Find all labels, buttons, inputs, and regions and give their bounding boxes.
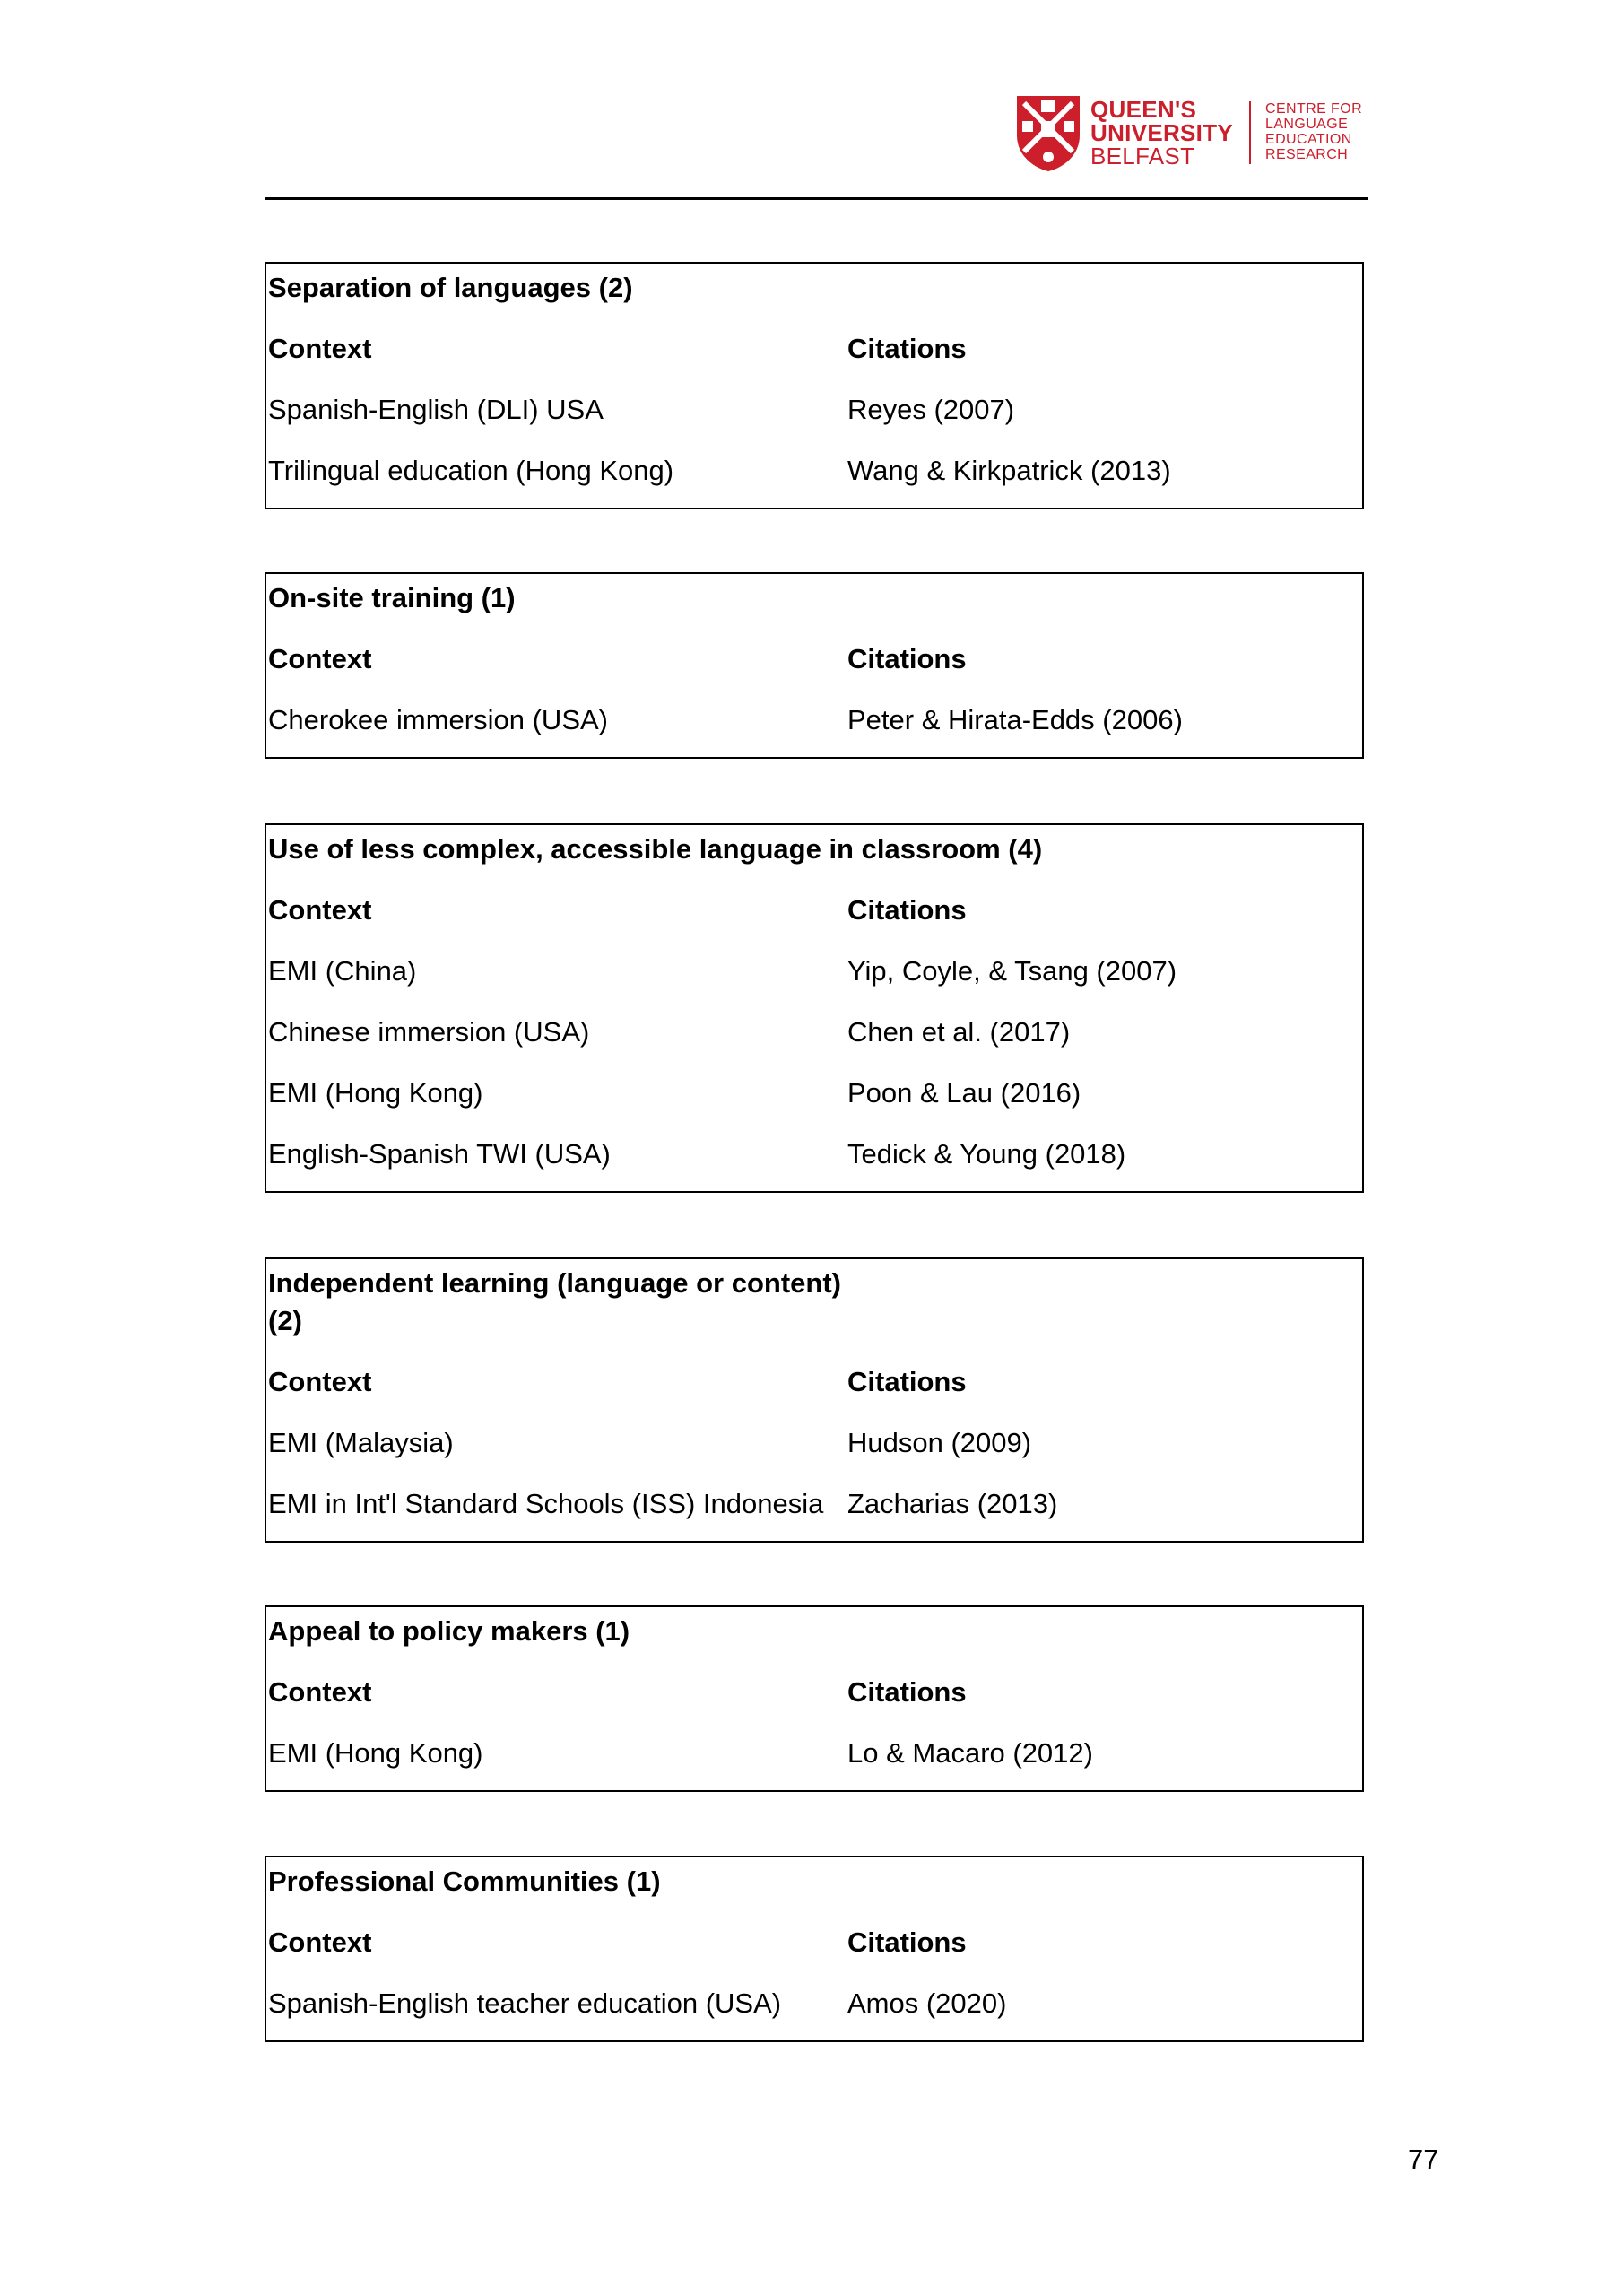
citations-column-header: Citations <box>847 894 967 926</box>
page-header <box>265 0 1368 201</box>
table-row <box>266 1008 1362 1069</box>
citations-column-header: Citations <box>847 1366 967 1397</box>
citations-table <box>265 823 1364 1193</box>
table-title-row <box>266 264 1362 325</box>
table-header-row <box>266 886 1362 947</box>
table-header-row <box>266 1918 1362 1979</box>
university-name-line: QUEEN'S <box>1090 96 1197 123</box>
context-cell: Spanish-English teacher education (USA) <box>268 1987 782 2019</box>
citation-cell: Yip, Coyle, & Tsang (2007) <box>847 955 1177 987</box>
centre-name-line: LANGUAGE <box>1265 117 1349 133</box>
citations-column-header: Citations <box>847 1926 967 1958</box>
citations-column-header: Citations <box>847 1676 967 1708</box>
table-title-row <box>266 1607 1362 1668</box>
context-column-header: Context <box>268 1676 372 1708</box>
citation-cell: Lo & Macaro (2012) <box>847 1737 1093 1769</box>
citations-column-header: Citations <box>847 643 967 674</box>
university-crest-icon <box>1013 92 1083 173</box>
context-cell: EMI (Malaysia) <box>268 1427 454 1458</box>
context-cell: EMI (China) <box>268 955 417 987</box>
citation-cell: Wang & Kirkpatrick (2013) <box>847 455 1171 486</box>
citation-cell: Chen et al. (2017) <box>847 1016 1071 1048</box>
table-row <box>266 386 1362 447</box>
table-title: Separation of languages (2) <box>268 272 633 303</box>
citation-cell: Peter & Hirata-Edds (2006) <box>847 704 1183 735</box>
logo-divider <box>1249 101 1251 164</box>
context-cell: EMI in Int'l Standard Schools (ISS) Indonesia <box>268 1488 824 1519</box>
table-row <box>266 696 1362 757</box>
table-header-row <box>266 635 1362 696</box>
university-logo <box>1013 92 1362 173</box>
citations-table <box>265 572 1364 759</box>
citation-cell: Tedick & Young (2018) <box>847 1138 1126 1170</box>
citation-cell: Hudson (2009) <box>847 1427 1032 1458</box>
table-row <box>266 1480 1362 1541</box>
citations-column-header: Citations <box>847 333 967 364</box>
university-name <box>1090 98 1233 168</box>
context-cell: English-Spanish TWI (USA) <box>268 1138 611 1170</box>
table-title-row <box>266 574 1362 635</box>
table-row <box>266 1130 1362 1191</box>
context-cell: EMI (Hong Kong) <box>268 1737 483 1769</box>
table-title-row <box>266 1259 1362 1358</box>
citation-cell: Poon & Lau (2016) <box>847 1077 1081 1109</box>
table-title-row <box>266 825 1362 886</box>
citations-table <box>265 262 1364 509</box>
citations-table <box>265 1257 1364 1543</box>
table-header-row <box>266 325 1362 386</box>
context-column-header: Context <box>268 1366 372 1397</box>
context-column-header: Context <box>268 894 372 926</box>
page-number: 77 <box>1408 2144 1439 2175</box>
centre-name-line: RESEARCH <box>1265 146 1349 162</box>
table-row <box>266 947 1362 1008</box>
header-divider <box>265 197 1368 200</box>
citations-table <box>265 1856 1364 2042</box>
table-title: Use of less complex, accessible language in classroom (4) <box>268 833 1043 865</box>
citation-cell: Amos (2020) <box>847 1987 1007 2019</box>
context-cell: Cherokee immersion (USA) <box>268 704 608 735</box>
table-title: Professional Communities (1) <box>268 1866 661 1897</box>
table-row <box>266 1419 1362 1480</box>
table-row <box>266 1069 1362 1130</box>
context-column-header: Context <box>268 1926 372 1958</box>
table-header-row <box>266 1358 1362 1419</box>
citation-cell: Zacharias (2013) <box>847 1488 1058 1519</box>
citation-cell: Reyes (2007) <box>847 394 1015 425</box>
table-title: Independent learning (language or content) (2) <box>268 1267 841 1336</box>
context-column-header: Context <box>268 333 372 364</box>
table-row <box>266 1979 1362 2040</box>
citations-table <box>265 1605 1364 1792</box>
university-name-line: UNIVERSITY <box>1090 119 1234 146</box>
table-title-row <box>266 1857 1362 1918</box>
table-row <box>266 447 1362 508</box>
centre-name <box>1265 102 1362 162</box>
context-cell: Chinese immersion (USA) <box>268 1016 590 1048</box>
centre-name-line: CENTRE FOR <box>1265 101 1363 117</box>
context-cell: EMI (Hong Kong) <box>268 1077 483 1109</box>
centre-name-line: EDUCATION <box>1265 132 1352 147</box>
table-title: Appeal to policy makers (1) <box>268 1615 630 1647</box>
table-header-row <box>266 1668 1362 1729</box>
context-column-header: Context <box>268 643 372 674</box>
context-cell: Trilingual education (Hong Kong) <box>268 455 674 486</box>
table-title: On-site training (1) <box>268 582 516 613</box>
table-row <box>266 1729 1362 1790</box>
context-cell: Spanish-English (DLI) USA <box>268 394 604 425</box>
university-name-line: BELFAST <box>1090 143 1195 170</box>
